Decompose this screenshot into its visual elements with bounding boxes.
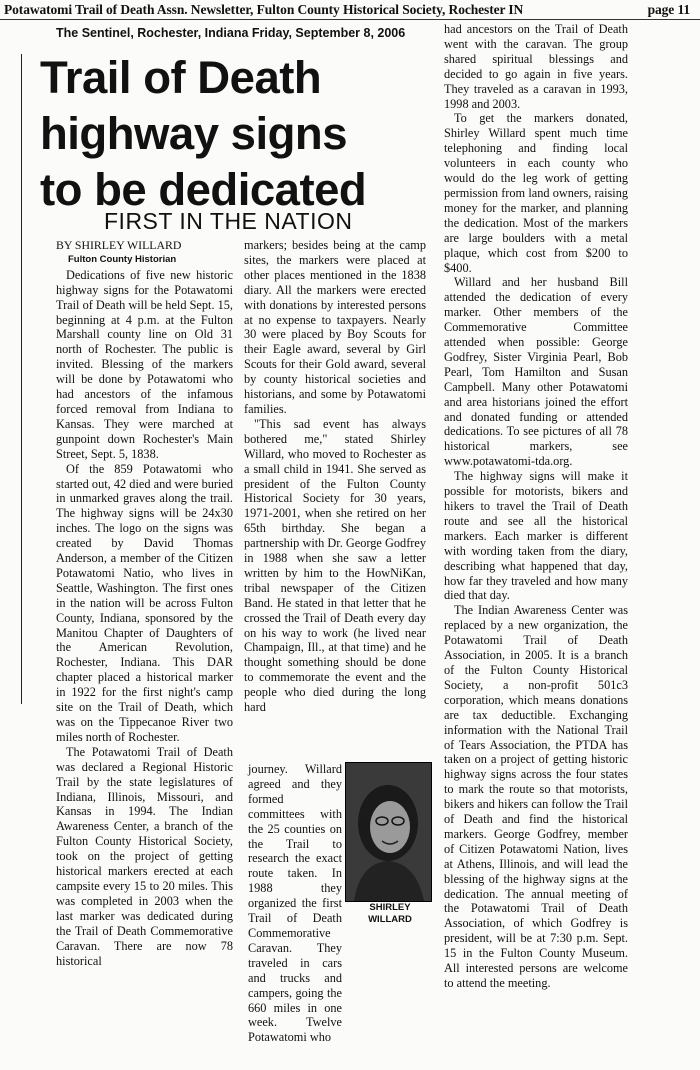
running-head xyxy=(4,2,696,18)
paragraph: The Indian Awareness Center was replaced by a new organization, the Potawatomi Trail of Death Association, in 2005. It is a branch of the Fulton County Historical Society, a non-profit 501c3 corporation, which means donations are tax deductible. Exchanging information with the National Trail of Tears Association, the PTDA has taken on a project of getting historic highway signs across the four states to mark the route so that motorists, bikers and hikers can follow the Trail of Death and find the historical markers. George Godfrey, member of Citizen Potawatomi Nation, lives at Athens, Illinois, and will lead the blessing of the highway signs at the dedication. The annual meeting of the Potawatomi Trail of Death Association, of which Godfrey is president, will be at 7:30 p.m. Sept. 15 in the Fulton County Museum. All interested persons are welcome to attend the meeting. xyxy=(444,603,628,990)
column-divider xyxy=(21,54,22,704)
paragraph: had ancestors on the Trail of Death went with the caravan. The group shared spiritual blessings and decided to go again in five years. They traveled as a caravan in 1993, 1998 and 2003. xyxy=(444,22,628,111)
byline: BY SHIRLEY WILLARD xyxy=(56,238,182,252)
column-3 xyxy=(444,22,628,991)
paragraph: Of the 859 Potawatomi who started out, 42 died and were buried in unmarked graves along the trail. The highway signs will be 24x30 inches. The logo on the signs was created by David Thomas Anderson, a member of the Citizen Potawatomi Natio, who lives in Seattle, Washington. The first ones in the nation will be across Fulton County, Indiana, sponsored by the Manitou Chapter of Daughters of the American Revolution, Rochester, Indiana. This DAR chapter placed a historical marker in 1922 for the first night's camp site on the Trail of Death, which was on the Tippecanoe River two miles north of Rochester. xyxy=(56,461,233,744)
paragraph: markers; besides being at the camp sites, the markers were placed at other places mentioned in the 1838 diary. All the markers were erected with donations by interested persons at no expense to taxpayers. Nearly 30 were placed by Boy Scouts for their Eagle award, several by Girl Scouts for their Gold award, several by county historical societies and historians, and some by Potawatomi families. xyxy=(244,238,426,416)
paragraph: Dedications of five new historic highway signs for the Potawatomi Trail of Death will be held Sept. 15, beginning at 4 p.m. at the Fulton Marshall county line on Old 31 north of Rochester. The public is invited. Blessing of the markers will be done by Potawatomi who had ancestors of the infamous forced removal from Indiana to Kansas. They were marched at gunpoint down Rochester's Main Street, Sept. 5, 1838. xyxy=(56,267,233,461)
headline xyxy=(40,50,440,218)
header-rule xyxy=(0,19,700,20)
page-number: page 11 xyxy=(647,2,690,17)
headline-line-1: Trail of Death xyxy=(40,52,322,103)
paragraph: Willard and her husband Bill attended the dedication of every marker. Other members of the Commemorative Committee attended when possible: George Godfrey, Sister Virginia Pearl, Bob Pearl, Tom Hamilton and Susan Campbell. Many other Potawatomi and area historians joined the effort and donated funding or attended dedications. To see pictures of all 78 historical markers, see www.potawatomi-tda.org. xyxy=(444,275,628,469)
dateline: The Sentinel, Rochester, Indiana Friday, September 8, 2006 xyxy=(56,26,406,40)
column-1 xyxy=(56,238,233,968)
subhead: FIRST IN THE NATION xyxy=(104,208,353,234)
running-head-text: Potawatomi Trail of Death Assn. Newsletter, Fulton County Historical Society, Rochester IN xyxy=(4,2,524,17)
paragraph: To get the markers donated, Shirley Willard spent much time telephoning and finding local volunteers in each county who would do the leg work of getting permission from land owners, raising money for the marker, and planning the dedication. Most of the markers are large boulders with a metal plaque, which cost from $200 to $400. xyxy=(444,111,628,275)
paragraph: The highway signs will make it possible for motorists, bikers and hikers to travel the Trail of Death route and see all the historical markers. Each marker is different with wording taken from the diary, describing what happened that day, how far they traveled and how many died that day. xyxy=(444,469,628,603)
headline-line-2: highway signs xyxy=(40,108,348,159)
portrait-icon xyxy=(346,763,431,901)
paragraph: The Potawatomi Trail of Death was declared a Regional Historic Trail by the state legislatures of Indiana, Illinois, Missouri, and Kansas in 1994. The Indian Awareness Center, a branch of the Fulton County Historical Society, took on the project of getting historical markers erected at each campsite every 15 to 20 miles. This was completed in 2003 when the last marker was dedicated during the Trail of Death Commemorative Caravan. There are now 78 historical xyxy=(56,744,233,968)
portrait-photo xyxy=(345,762,432,902)
caption-line-2: WILLARD xyxy=(368,914,412,925)
photo-caption xyxy=(350,902,430,926)
paragraph: "This sad event has always bothered me," stated Shirley Willard, who moved to Rochester as a small child in 1941. She served as president of the Fulton County Historical Society for 30 years, 1971-2001, when she retired on her 65th birthday. She began a partnership with Dr. George Godfrey in 1988 when she saw a letter written by him to the HowNiKan, tribal newspaper of the Citizen Band. He stated in that letter that he crossed the Trail of Death every day on his way to work (he lived near Champaign, Ill., at that time) and he thought something should be done to commemorate the event and the people who died during the long hard xyxy=(244,416,426,715)
headline-line-3: to be dedicated xyxy=(40,164,367,215)
byline-title: Fulton County Historian xyxy=(68,253,177,265)
paragraph: journey. Willard agreed and they formed committees with the 25 counties on the Trail to research the exact route taken. In 1988 they organized the first Trail of Death Commemorative Caravan. They traveled in cars and trucks and campers, going the 660 miles in one week. Twelve Potawatomi who xyxy=(248,762,342,1045)
caption-line-1: SHIRLEY xyxy=(369,902,411,913)
column-2-wrap xyxy=(248,762,342,1045)
column-2 xyxy=(244,238,426,715)
